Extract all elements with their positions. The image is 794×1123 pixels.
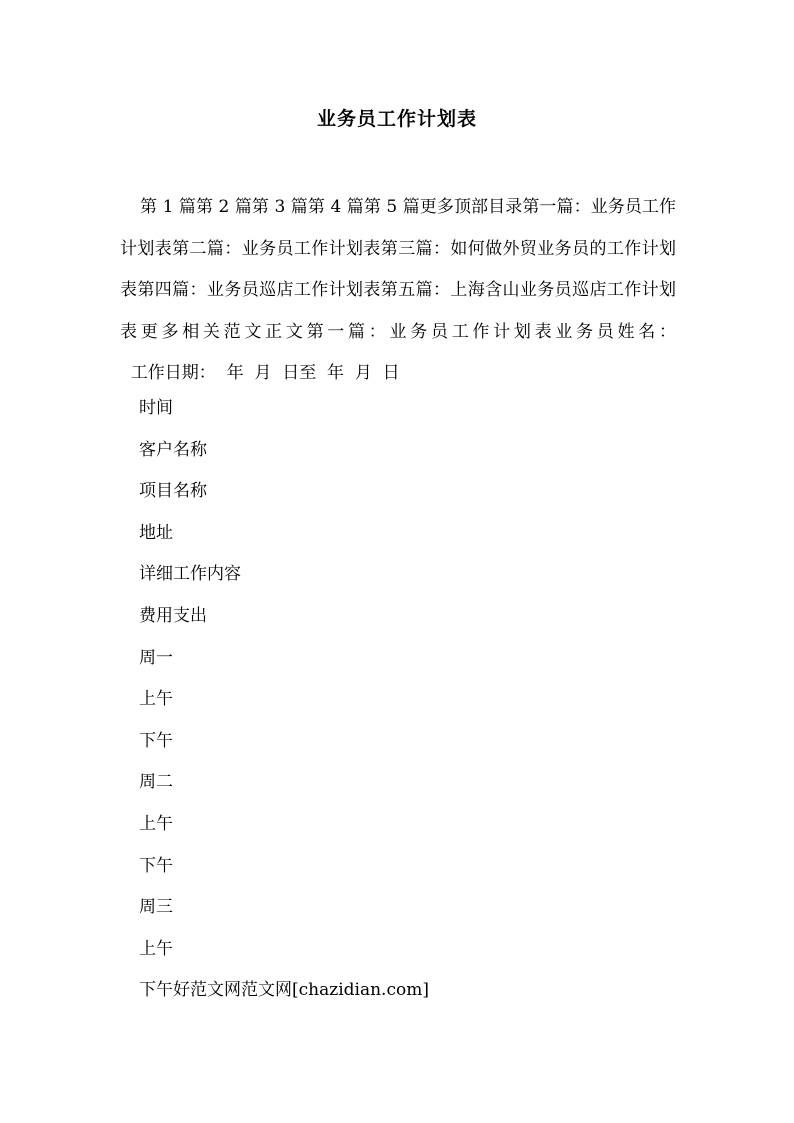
intro-paragraph — [120, 187, 676, 395]
line-item: 下午 — [139, 730, 173, 751]
line-item: 时间 — [139, 398, 173, 418]
work-date-line: 工作日期： 年 月 日至 年 月 日 — [120, 363, 400, 383]
line-item: 周二 — [139, 772, 173, 793]
intro-text: 第 1 篇第 2 篇第 3 篇第 4 篇第 5 篇更多顶部目录第一篇：业务员工作计划表第二篇：业务员工作计划表第三篇：如何做外贸业务员的工作计划表第四篇：业务员巡店工作计划表第五篇：上海含山业务员巡店工作计划表更多相关范文正文第一篇：业务员工作计划表业务员姓名： — [120, 197, 676, 342]
line-item: 地址 — [139, 522, 173, 543]
line-item: 周三 — [139, 897, 173, 918]
line-item: 项目名称 — [139, 481, 207, 502]
footer-line-with-source: 下午好范文网范文网[chazidian.com] — [139, 980, 429, 1001]
line-item: 上午 — [139, 938, 173, 959]
line-item: 上午 — [139, 689, 173, 710]
line-item: 上午 — [139, 813, 173, 834]
line-item: 下午 — [139, 855, 173, 876]
line-item: 详细工作内容 — [139, 564, 241, 585]
line-item: 客户名称 — [139, 439, 207, 460]
plan-lines-list — [139, 388, 429, 1012]
line-item: 周一 — [139, 647, 173, 668]
document-title: 业务员工作计划表 — [316, 108, 477, 130]
line-item: 费用支出 — [139, 605, 207, 626]
